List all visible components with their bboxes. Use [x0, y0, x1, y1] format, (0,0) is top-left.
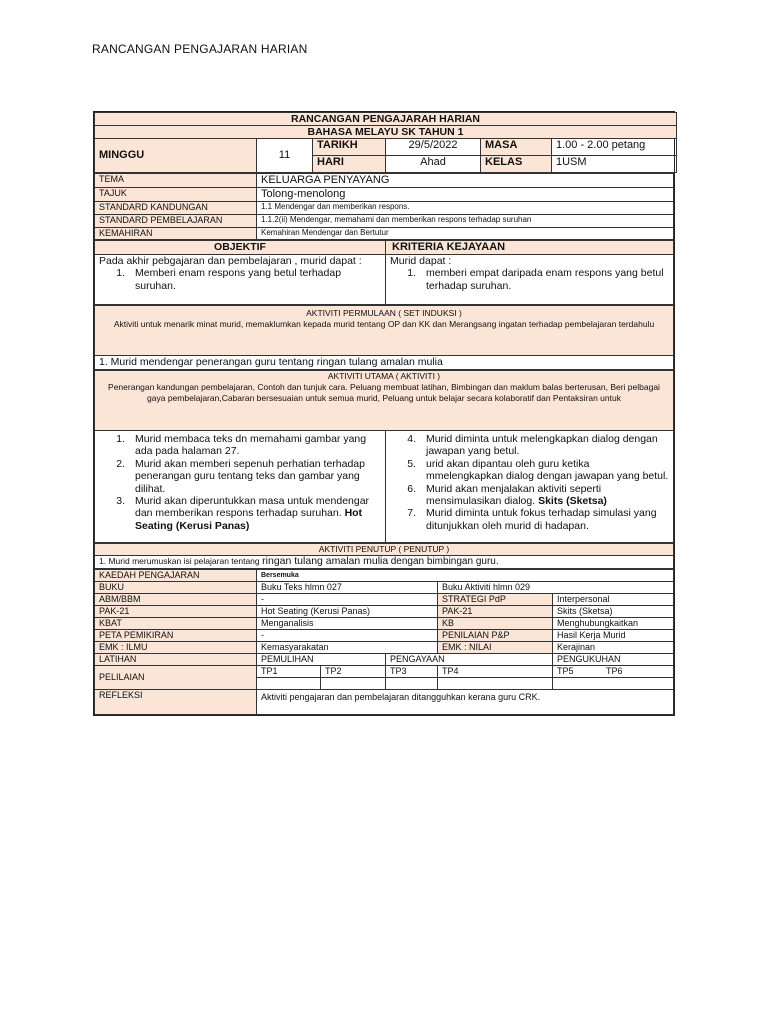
utama-right-column: [386, 431, 674, 543]
left-item: 3. Murid akan diperuntukkan masa untuk mendengar dan memberikan respons terhadap suruhan. Hot Seating (Kerusi Panas): [116, 495, 370, 532]
kb-value: Menghubungkaitkan: [553, 618, 674, 630]
details-table: [94, 569, 674, 715]
pengukuhan-label: PENGUKUHAN: [553, 654, 674, 666]
tarikh-label: TARIKH: [313, 139, 386, 156]
kb-label: KB: [438, 618, 553, 630]
emk-nilai-label: EMK : NILAI: [438, 642, 553, 654]
abm-value: -: [257, 594, 438, 606]
penutup-prefix: 1. Murid merumuskan isi pelajaran tentang: [99, 556, 260, 566]
kbat-label: KBAT: [95, 618, 257, 630]
tp2-value: [321, 678, 386, 690]
tp4-label: TP4: [438, 666, 553, 678]
objektif-intro: Pada akhir pebgajaran dan pembelajaran , murid dapat :: [99, 255, 362, 267]
minggu-label: MINGGU: [95, 139, 257, 173]
kaedah-value: Bersemuka: [257, 570, 674, 582]
left-item: 1. Murid membaca teks dn memahami gambar yang ada pada halaman 27.: [116, 433, 367, 458]
strategi-value: Interpersonal: [553, 594, 674, 606]
penutup-activity: [95, 556, 674, 569]
kriteria-content: [386, 255, 674, 305]
kriteria-intro: Murid dapat :: [390, 255, 452, 267]
tajuk-value: Tolong-menolong: [257, 188, 674, 202]
tp1-label: TP1: [257, 666, 321, 678]
standard-pembelajaran-label: STANDARD PEMBELAJARAN: [95, 215, 257, 228]
penilaian-value: Hasil Kerja Murid: [553, 630, 674, 642]
kriteria-heading: KRITERIA KEJAYAAN: [386, 241, 674, 255]
permulaan-description: Aktiviti untuk menarik minat murid, memaklumkan kepada murid tentang OP dan KK dan Merangsang ingatan terhadap pembelajaran terdahulu: [113, 319, 655, 329]
emk-nilai-value: Kerajinan: [553, 642, 674, 654]
objektif-heading: OBJEKTIF: [95, 241, 386, 255]
objectives-table: [94, 240, 674, 305]
buku-label: BUKU: [95, 582, 257, 594]
pak21-label: PAK-21: [95, 606, 257, 618]
kaedah-label: KAEDAH PENGAJARAN: [95, 570, 257, 582]
tp5-tp6-value: [553, 678, 674, 690]
tp3-value: [386, 678, 438, 690]
penutup-topic: ringan tulang amalan mulia: [262, 555, 389, 567]
header-table: [94, 112, 677, 173]
refleksi-value: Aktiviti pengajaran dan pembelajaran ditangguhkan kerana guru CRK.: [257, 690, 674, 715]
permulaan-activity: 1. Murid mendengar penerangan guru tentang ringan tulang amalan mulia: [95, 356, 674, 370]
penutup-table: [94, 543, 674, 569]
tema-label: TEMA: [95, 174, 257, 188]
kriteria-item: 1. memberi empat daripada enam respons yang betul terhadap suruhan.: [407, 267, 664, 292]
latihan-label: LATIHAN: [95, 654, 257, 666]
kemahiran-label: KEMAHIRAN: [95, 228, 257, 240]
pengayaan-label: PENGAYAAN: [386, 654, 553, 666]
utama-section: [95, 371, 674, 431]
pak21-value-2: Skits (Sketsa): [553, 606, 674, 618]
kbat-value: Menganalisis: [257, 618, 438, 630]
kelas-value: 1USM: [552, 156, 677, 173]
emk-ilmu-label: EMK : ILMU: [95, 642, 257, 654]
tp6-label: TP6: [606, 666, 623, 676]
peta-pemikiran-label: PETA PEMIKIRAN: [95, 630, 257, 642]
permulaan-table: [94, 305, 674, 370]
right-item: 4. Murid diminta untuk melengkapkan dialog dengan jawapan yang betul.: [407, 433, 658, 458]
plan-header-title: RANCANGAN PENGAJARAH HARIAN: [95, 113, 677, 126]
right-item: 6. Murid akan menjalakan aktiviti seperti mensimulasikan dialog. Skits (Sketsa): [407, 482, 607, 508]
tp5-label: TP5: [557, 666, 574, 676]
peta-pemikiran-value: -: [257, 630, 438, 642]
permulaan-title: AKTIVITI PERMULAAN ( SET INDUKSI ): [306, 308, 462, 318]
buku-teks-value: Buku Teks hlmn 027: [257, 582, 438, 594]
document-title: RANCANGAN PENGAJARAN HARIAN: [92, 42, 308, 56]
strategi-label: STRATEGI PdP: [438, 594, 553, 606]
lesson-plan-form: [93, 111, 675, 716]
hari-label: HARI: [313, 156, 386, 173]
refleksi-label: REFLEKSI: [95, 690, 257, 715]
emk-ilmu-value: Kemasyarakatan: [257, 642, 438, 654]
tema-value: KELUARGA PENYAYANG: [257, 174, 674, 188]
pak21-value: Hot Seating (Kerusi Panas): [257, 606, 438, 618]
utama-table: [94, 370, 674, 543]
penilaian-label: PENILAIAN P&P: [438, 630, 553, 642]
utama-description: Penerangan kandungan pembelajaran, Contoh dan tunjuk cara. Peluang membuat latihan, Bimbingan dan maklum balas berterusan, Beri pelbagai gaya pembelajaran,Cabaran bersesuaian untuk semua murid, Peluang untuk belajar secara kolaboratif dan Pentaksiran untuk: [108, 382, 660, 403]
tp1-value: [257, 678, 321, 690]
right-item: 7. Murid diminta untuk fokus terhadap simulasi yang ditunjukkan oleh murid di hadapan.: [407, 507, 657, 532]
tp5-tp6-cell: [553, 666, 674, 678]
masa-value: 1.00 - 2.00 petang: [552, 139, 677, 156]
masa-label: MASA: [481, 139, 552, 156]
utama-title: AKTIVITI UTAMA ( AKTIVITI ): [327, 371, 441, 381]
buku-aktiviti-value: Buku Aktiviti hlmn 029: [438, 582, 674, 594]
right-item: 5. urid akan dipantau oleh guru ketika mmelengkapkan dialog dengan jawapan yang betul.: [407, 457, 669, 483]
tajuk-label: TAJUK: [95, 188, 257, 202]
pelilaian-label: PELILAIAN: [95, 666, 257, 690]
tarikh-value: 29/5/2022: [386, 139, 481, 156]
hari-value: Ahad: [386, 156, 481, 173]
pemulihan-label: PEMULIHAN: [257, 654, 386, 666]
tp2-label: TP2: [321, 666, 386, 678]
standard-pembelajaran-value: 1.1.2(ii) Mendengar, memahami dan memberikan respons terhadap suruhan: [257, 215, 674, 228]
permulaan-section: [95, 306, 674, 356]
tp4-value: [438, 678, 553, 690]
objektif-content: [95, 255, 386, 305]
kelas-label: KELAS: [481, 156, 552, 173]
penutup-suffix: dengan bimbingan guru.: [390, 556, 499, 567]
objektif-item: 1. Memberi enam respons yang betul terhadap suruhan.: [116, 267, 342, 292]
abm-label: ABM/BBM: [95, 594, 257, 606]
left-item: 2. Murid akan memberi sepenuh perhatian terhadap penerangan guru tentang teks dan gambar yang dilihat.: [116, 457, 365, 495]
tp3-label: TP3: [386, 666, 438, 678]
minggu-value: 11: [257, 139, 313, 173]
plan-header-subject: BAHASA MELAYU SK TAHUN 1: [95, 126, 677, 139]
kemahiran-value: Kemahiran Mendengar dan Bertutur: [257, 228, 674, 240]
standard-kandungan-label: STANDARD KANDUNGAN: [95, 202, 257, 215]
utama-left-column: [95, 431, 386, 543]
standards-table: [94, 173, 674, 240]
pak21-label-2: PAK-21: [438, 606, 553, 618]
penutup-title: AKTIVITI PENUTUP ( PENUTUP ): [95, 544, 674, 556]
standard-kandungan-value: 1.1 Mendengar dan memberikan respons.: [257, 202, 674, 215]
